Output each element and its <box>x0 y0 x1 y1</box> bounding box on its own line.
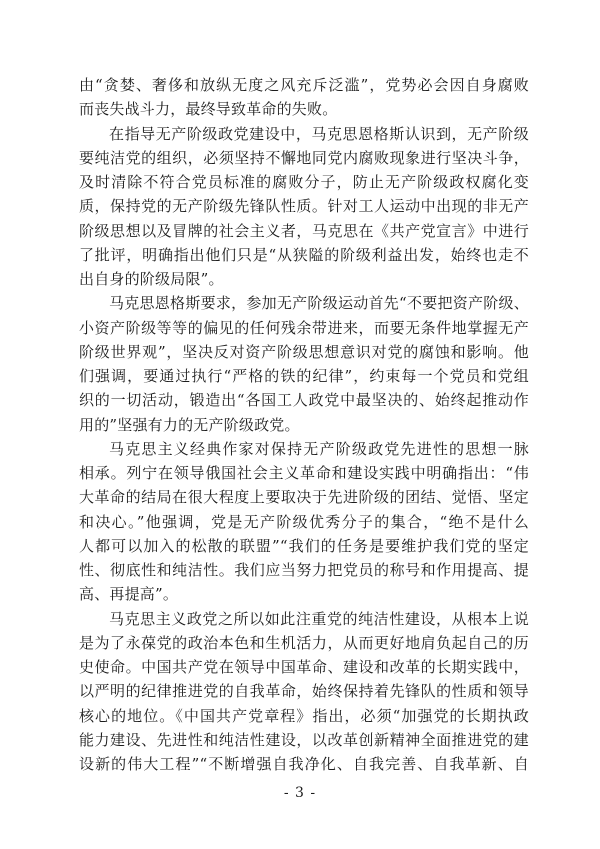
text-line: 和决心。”他强调，党是无产阶级优秀分子的集合，“绝不是什么 <box>79 512 529 531</box>
text-line: 马克思主义政党之所以如此注重党的纯洁性建设，从根本上说 <box>109 609 529 628</box>
paragraph <box>79 437 529 607</box>
text-line: 史使命。中国共产党在领导中国革命、建设和改革的长期实践中， <box>79 658 529 676</box>
paragraph <box>79 122 529 292</box>
text-line: 大革命的结局在很大程度上要取决于先进阶级的团结、觉悟、坚定 <box>79 488 529 507</box>
text-line: 马克思主义经典作家对保持无产阶级政党先进性的思想一脉 <box>109 439 529 458</box>
text-line: 用的”坚强有力的无产阶级政党。 <box>79 415 300 434</box>
text-line: 织的一切活动，锻造出“各国工人政党中最坚决的、始终起推动作 <box>79 391 529 410</box>
paragraph <box>79 73 529 122</box>
text-line: 而丧失战斗力，最终导致革命的失败。 <box>79 100 338 119</box>
text-line: 要纯洁党的组织，必须坚持不懈地同党内腐败现象进行坚决斗争， <box>79 148 529 167</box>
text-line: 出自身的阶级局限”。 <box>79 270 224 288</box>
text-line: 核心的地位。《中国共产党章程》指出，必须“加强党的长期执政 <box>79 706 529 725</box>
text-line: 高、再提高”。 <box>79 585 179 604</box>
text-line: 是为了永葆党的政治本色和生机活力，从而更好地肩负起自己的历 <box>79 633 529 652</box>
text-line: 在指导无产阶级政党建设中，马克思恩格斯认识到，无产阶级 <box>109 124 529 143</box>
text-line: 及时清除不符合党员标准的腐败分子，防止无产阶级政权腐化变 <box>79 173 529 191</box>
text-line: 由“贪婪、奢侈和放纵无度之风充斥泛滥”，党势必会因自身腐败 <box>79 76 529 94</box>
text-line: 马克思恩格斯要求，参加无产阶级运动首先“不要把资产阶级、 <box>109 294 529 313</box>
text-line: 质，保持党的无产阶级先锋队性质。针对工人运动中出现的非无产 <box>79 197 529 216</box>
text-line: 能力建设、先进性和纯洁性建设，以改革创新精神全面推进党的建 <box>79 730 529 749</box>
text-line: 了批评，明确指出他们只是“从狭隘的阶级利益出发，始终也走不 <box>79 245 529 264</box>
text-line: 阶级世界观”，坚决反对资产阶级思想意识对党的腐蚀和影响。他 <box>79 342 529 361</box>
paragraph <box>79 607 529 777</box>
text-line: 相承。列宁在领导俄国社会主义革命和建设实践中明确指出：“伟 <box>79 464 529 482</box>
document-body <box>79 73 529 776</box>
text-line: 阶级思想以及冒牌的社会主义者，马克思在《共产党宣言》中进行 <box>79 221 529 240</box>
paragraph <box>79 291 529 437</box>
text-line: 人都可以加入的松散的联盟”“我们的任务是要维护我们党的坚定 <box>79 536 529 555</box>
text-line: 性、彻底性和纯洁性。我们应当努力把党员的称号和作用提高、提 <box>79 561 529 579</box>
text-line: 设新的伟大工程”“不断增强自我净化、自我完善、自我革新、自 <box>79 755 529 773</box>
page-number: - 3 - <box>283 785 317 801</box>
text-line: 小资产阶级等等的偏见的任何残余带进来，而要无条件地掌握无产 <box>79 318 529 337</box>
text-line: 以严明的纪律推进党的自我革命，始终保持着先锋队的性质和领导 <box>79 682 529 701</box>
text-line: 们强调，要通过执行“严格的铁的纪律”，约束每一个党员和党组 <box>79 367 529 385</box>
